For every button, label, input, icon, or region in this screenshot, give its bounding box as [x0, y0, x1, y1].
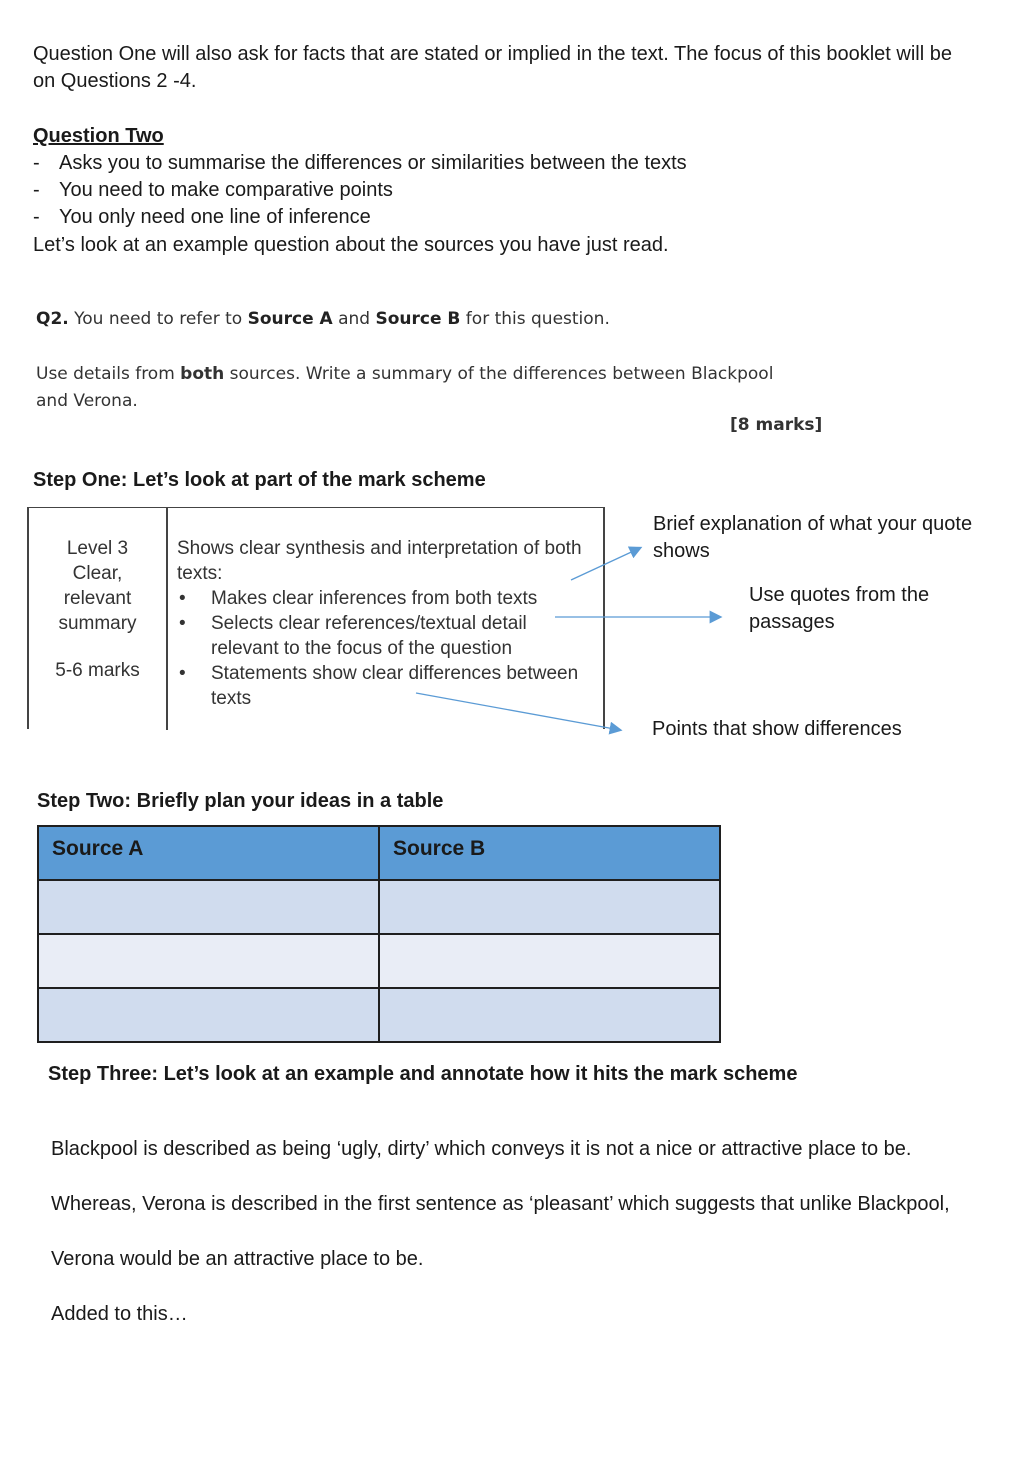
- bullet-item: - You only need one line of inference: [33, 204, 687, 231]
- level-line: relevant: [63, 588, 132, 609]
- step-three-heading: Step Three: Let’s look at an example and annotate how it hits the mark scheme: [48, 1063, 798, 1085]
- question-two-heading: Question Two: [33, 125, 164, 147]
- planning-cell[interactable]: [379, 988, 720, 1042]
- example-continuation: Added to this…: [51, 1303, 188, 1325]
- both-emphasis: both: [180, 364, 225, 384]
- planning-cell[interactable]: [379, 934, 720, 988]
- level-line: Level 3: [66, 538, 129, 559]
- question-text: You need to refer to: [74, 309, 248, 329]
- question-label: Q2.: [36, 309, 69, 329]
- bullet-item: - You need to make comparative points: [33, 177, 687, 204]
- question-text: and: [332, 309, 376, 329]
- table-row: [38, 934, 720, 988]
- criteria-item: • Makes clear inferences from both texts: [177, 586, 597, 611]
- question-text: sources. Write a summary of the differences between Blackpool and Verona.: [36, 364, 774, 411]
- intro-paragraph: Question One will also ask for facts that are stated or implied in the text. The focus of this booklet will be on Questions 2 -4.: [33, 43, 952, 92]
- planning-cell[interactable]: [38, 988, 379, 1042]
- criteria-item: • Statements show clear differences between texts: [177, 661, 597, 711]
- example-answer: [51, 1122, 951, 1342]
- marks-label: [8 marks]: [730, 415, 823, 435]
- planning-cell[interactable]: [379, 880, 720, 934]
- level-line: summary: [58, 613, 137, 634]
- annotation-differences: Points that show differences: [652, 718, 902, 740]
- annotation-explanation: Brief explanation of what your quote shows: [653, 513, 973, 562]
- step-two-heading: Step Two: Briefly plan your ideas in a table: [37, 790, 444, 812]
- arrow-differences: [416, 693, 620, 730]
- level-line: Clear,: [72, 563, 123, 584]
- column-header-source-a: Source A: [38, 826, 379, 880]
- source-a-ref: Source A: [247, 309, 333, 329]
- bullet-item: - Asks you to summarise the differences or similarities between the texts: [33, 150, 687, 177]
- criteria-intro: Shows clear synthesis and interpretation of both texts:: [177, 538, 582, 584]
- planning-table: [37, 825, 721, 1043]
- planning-table-header: [38, 826, 720, 880]
- criteria-item: • Selects clear references/textual detail relevant to the focus of the question: [177, 611, 597, 661]
- table-row: [38, 880, 720, 934]
- planning-cell[interactable]: [38, 880, 379, 934]
- level-marks: 5-6 marks: [55, 660, 140, 681]
- planning-cell[interactable]: [38, 934, 379, 988]
- question-text: Use details from: [36, 364, 181, 384]
- example-paragraph: Blackpool is described as being ‘ugly, dirty’ which conveys it is not a nice or attractive place to be. Whereas, Verona is described in the first sentence as ‘pleasant’ which suggests that unlike Blackpool, Verona would be an attractive place to be.: [51, 1138, 950, 1270]
- example-lead-text: Let’s look at an example question about the sources you have just read.: [33, 234, 669, 256]
- question-text: for this question.: [460, 309, 610, 329]
- annotation-quotes: Use quotes from the passages: [749, 584, 930, 633]
- table-row: [38, 988, 720, 1042]
- step-one-heading: Step One: Let’s look at part of the mark scheme: [33, 469, 486, 491]
- column-header-source-b: Source B: [379, 826, 720, 880]
- source-b-ref: Source B: [375, 309, 461, 329]
- arrow-explanation: [571, 548, 640, 580]
